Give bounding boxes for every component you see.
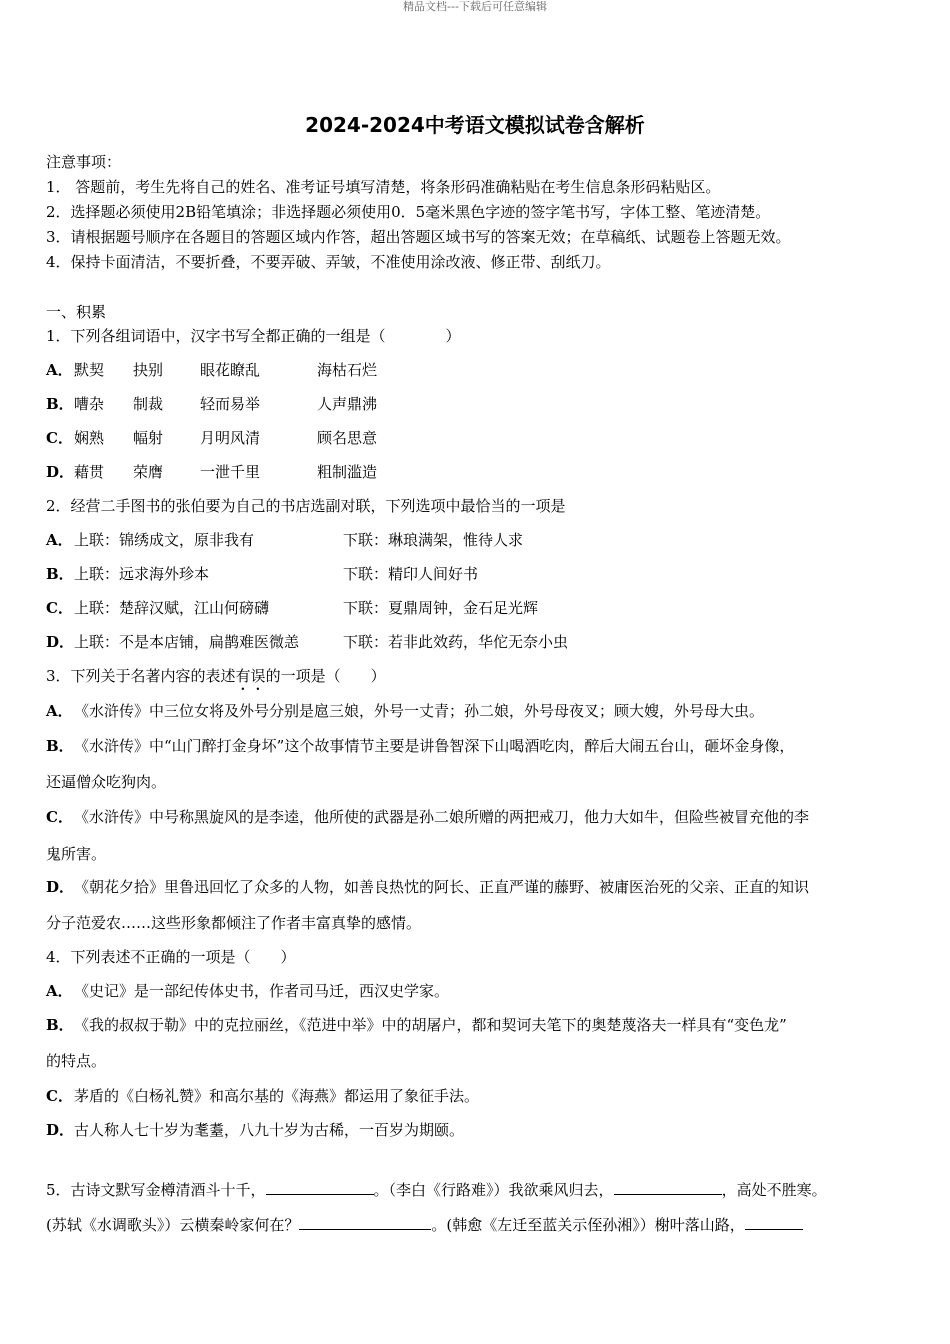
q4-option-a: [46, 981, 449, 1001]
q2-a-upper: 上联：锦绣成文，原非我有: [74, 531, 255, 549]
q4-stem: 4．下列表述不正确的一项是（ ）: [46, 948, 296, 966]
q3-b-text-1: 《水浒传》中“山门醉打金身坏”这个故事情节主要是讲鲁智深下山喝酒吃肉，醉后大闹五台山，砸坏金身像，: [74, 737, 795, 755]
q4-option-b: [46, 1015, 787, 1035]
q2-option-d: [46, 632, 74, 652]
q4-option-c: [46, 1086, 479, 1106]
option-label: C．: [46, 429, 73, 447]
q3-b-text-2: 还逼僧众吃狗肉。: [46, 773, 167, 791]
q1-option-d: [46, 462, 74, 482]
q4-c-text: 茅盾的《白杨礼赞》和高尔基的《海燕》都运用了象征手法。: [74, 1087, 480, 1105]
q3-stem-emphasis: 有误: [235, 667, 266, 685]
q4-b-text-2: 的特点。: [46, 1052, 107, 1070]
notice-item-4: 4．保持卡面清洁，不要折叠，不要弄破、弄皱，不准使用涂改液、修正带、刮纸刀。: [46, 253, 611, 271]
q2-b-upper: 上联：远求海外珍本: [74, 565, 210, 583]
q1-a-word-2: 抉别: [133, 361, 164, 379]
option-label: B．: [46, 1016, 74, 1034]
section-heading: 一、积累: [46, 303, 107, 321]
q4-option-d: [46, 1120, 464, 1140]
notice-item-2: 2．选择题必须使用2B铅笔填涂；非选择题必须使用0．5毫米黑色字迹的签字笔书写，字体工整、笔迹清楚。: [46, 203, 771, 221]
q1-a-word-4: 海枯石烂: [317, 361, 378, 379]
q1-b-word-4: 人声鼎沸: [317, 395, 378, 413]
q1-a-word-1: 默契: [74, 361, 105, 379]
q1-b-word-1: 嘈杂: [74, 395, 105, 413]
q1-b-word-3: 轻而易举: [200, 395, 261, 413]
q1-option-c: [46, 428, 74, 448]
q5-blank-1[interactable]: [266, 1180, 374, 1195]
q1-c-word-2: 幅射: [133, 429, 164, 447]
q5-text-2b: 。(韩愈《左迁至蓝关示侄孙湘》）榭叶落山路，: [431, 1216, 745, 1234]
option-label: D．: [46, 463, 75, 481]
q3-option-b: [46, 736, 794, 756]
option-label: C．: [46, 599, 73, 617]
q2-option-a: [46, 530, 74, 550]
q5-blank-2[interactable]: [614, 1180, 722, 1195]
q1-option-a: [46, 360, 74, 380]
q5-text-1b: 。（李白《行路难》）我欲乘风归去，: [373, 1181, 614, 1199]
q5-text-2a: (苏轼《水调歌头》）云横秦岭家何在？: [46, 1216, 300, 1234]
q5-blank-4[interactable]: [745, 1215, 803, 1230]
q1-c-word-1: 娴熟: [74, 429, 105, 447]
q3-option-a: [46, 701, 764, 721]
q4-d-text: 古人称人七十岁为耄耋，八九十岁为古稀，一百岁为期颐。: [74, 1121, 465, 1139]
q1-c-word-4: 顾名思意: [317, 429, 378, 447]
option-label: B．: [46, 565, 74, 583]
q1-c-word-3: 月明风清: [200, 429, 261, 447]
notice-item-1: 1． 答题前，考生先将自己的姓名、准考证号填写清楚，将条形码准确粘贴在考生信息条形码粘贴区。: [46, 178, 721, 196]
page-header-note: 精品文档---下载后可任意编辑: [403, 0, 547, 13]
q2-stem: 2．经营二手图书的张伯要为自己的书店选副对联，下列选项中最恰当的一项是: [46, 497, 566, 515]
q3-c-text-1: 《水浒传》中号称黑旋风的是李逵，他所使的武器是孙二娘所赠的两把戒刀，他力大如牛，但险些被冒充他的李: [74, 808, 810, 826]
q3-stem-post: 的一项是（ ）: [265, 667, 386, 685]
q1-d-word-3: 一泄千里: [200, 463, 261, 481]
option-label: A．: [46, 361, 73, 379]
q2-d-upper: 上联：不是本店铺，扁鹊难医微恙: [74, 633, 300, 651]
q3-d-text-1: 《朝花夕拾》里鲁迅回忆了众多的人物，如善良热忱的阿长、正直严谨的藤野、被庸医治死的父亲、正直的知识: [74, 878, 810, 896]
q2-option-b: [46, 564, 74, 584]
option-label: B．: [46, 737, 74, 755]
q1-d-word-1: 藉贯: [74, 463, 105, 481]
option-label: C．: [46, 1087, 73, 1105]
q1-d-word-4: 粗制滥造: [317, 463, 378, 481]
q2-d-lower: 下联：若非此效药，华佗无奈小虫: [343, 633, 569, 651]
page-title: 2024-2024中考语文模拟试卷含解析: [305, 113, 645, 137]
notice-heading: 注意事项：: [46, 153, 122, 171]
q2-c-upper: 上联：楚辞汉赋，江山何磅礴: [74, 599, 270, 617]
q4-b-text-1: 《我的叔叔于勒》中的克拉丽丝，《范进中举》中的胡屠户，都和契诃夫笔下的奥楚蔑洛夫一样具有“变色龙”: [74, 1016, 787, 1034]
option-label: D．: [46, 1121, 75, 1139]
option-label: A．: [46, 982, 73, 1000]
q3-a-text: 《水浒传》中三位女将及外号分别是扈三娘，外号一丈青；孙二娘，外号母夜叉；顾大嫂，外号母大虫。: [74, 702, 765, 720]
q3-d-text-2: 分子范爱农……这些形象都倾注了作者丰富真挚的感情。: [46, 914, 422, 932]
q5-blank-3[interactable]: [299, 1215, 431, 1230]
option-label: D．: [46, 878, 75, 896]
option-label: C．: [46, 808, 73, 826]
q2-b-lower: 下联：精印人间好书: [343, 565, 479, 583]
q1-option-b: [46, 394, 74, 414]
option-label: A．: [46, 702, 73, 720]
q2-option-c: [46, 598, 74, 618]
q1-stem: 1．下列各组词语中，汉字书写全都正确的一组是（ ）: [46, 327, 461, 345]
q3-stem: [46, 666, 386, 694]
q4-a-text: 《史记》是一部纪传体史书，作者司马迁，西汉史学家。: [74, 982, 450, 1000]
q5-line-2: [46, 1215, 803, 1235]
option-label: D．: [46, 633, 75, 651]
q5-text-1c: ，高处不胜寒。: [721, 1181, 827, 1199]
option-label: A．: [46, 531, 73, 549]
q3-stem-pre: 3．下列关于名著内容的表述: [46, 667, 236, 685]
option-label: B．: [46, 395, 74, 413]
q3-c-text-2: 鬼所害。: [46, 845, 107, 863]
q3-option-c: [46, 807, 809, 827]
q2-c-lower: 下联：夏鼎周钟，金石足光辉: [343, 599, 539, 617]
q5-text-1a: 5．古诗文默写金樽清酒斗十千，: [46, 1181, 266, 1199]
q1-b-word-2: 制裁: [133, 395, 164, 413]
notice-item-3: 3．请根据题号顺序在各题目的答题区域内作答，超出答题区域书写的答案无效；在草稿纸、试题卷上答题无效。: [46, 228, 791, 246]
q2-a-lower: 下联：琳琅满架，惟待人求: [343, 531, 524, 549]
q1-a-word-3: 眼花瞭乱: [200, 361, 261, 379]
q5-line-1: [46, 1180, 827, 1200]
q1-d-word-2: 荣膺: [133, 463, 164, 481]
q3-option-d: [46, 877, 809, 897]
